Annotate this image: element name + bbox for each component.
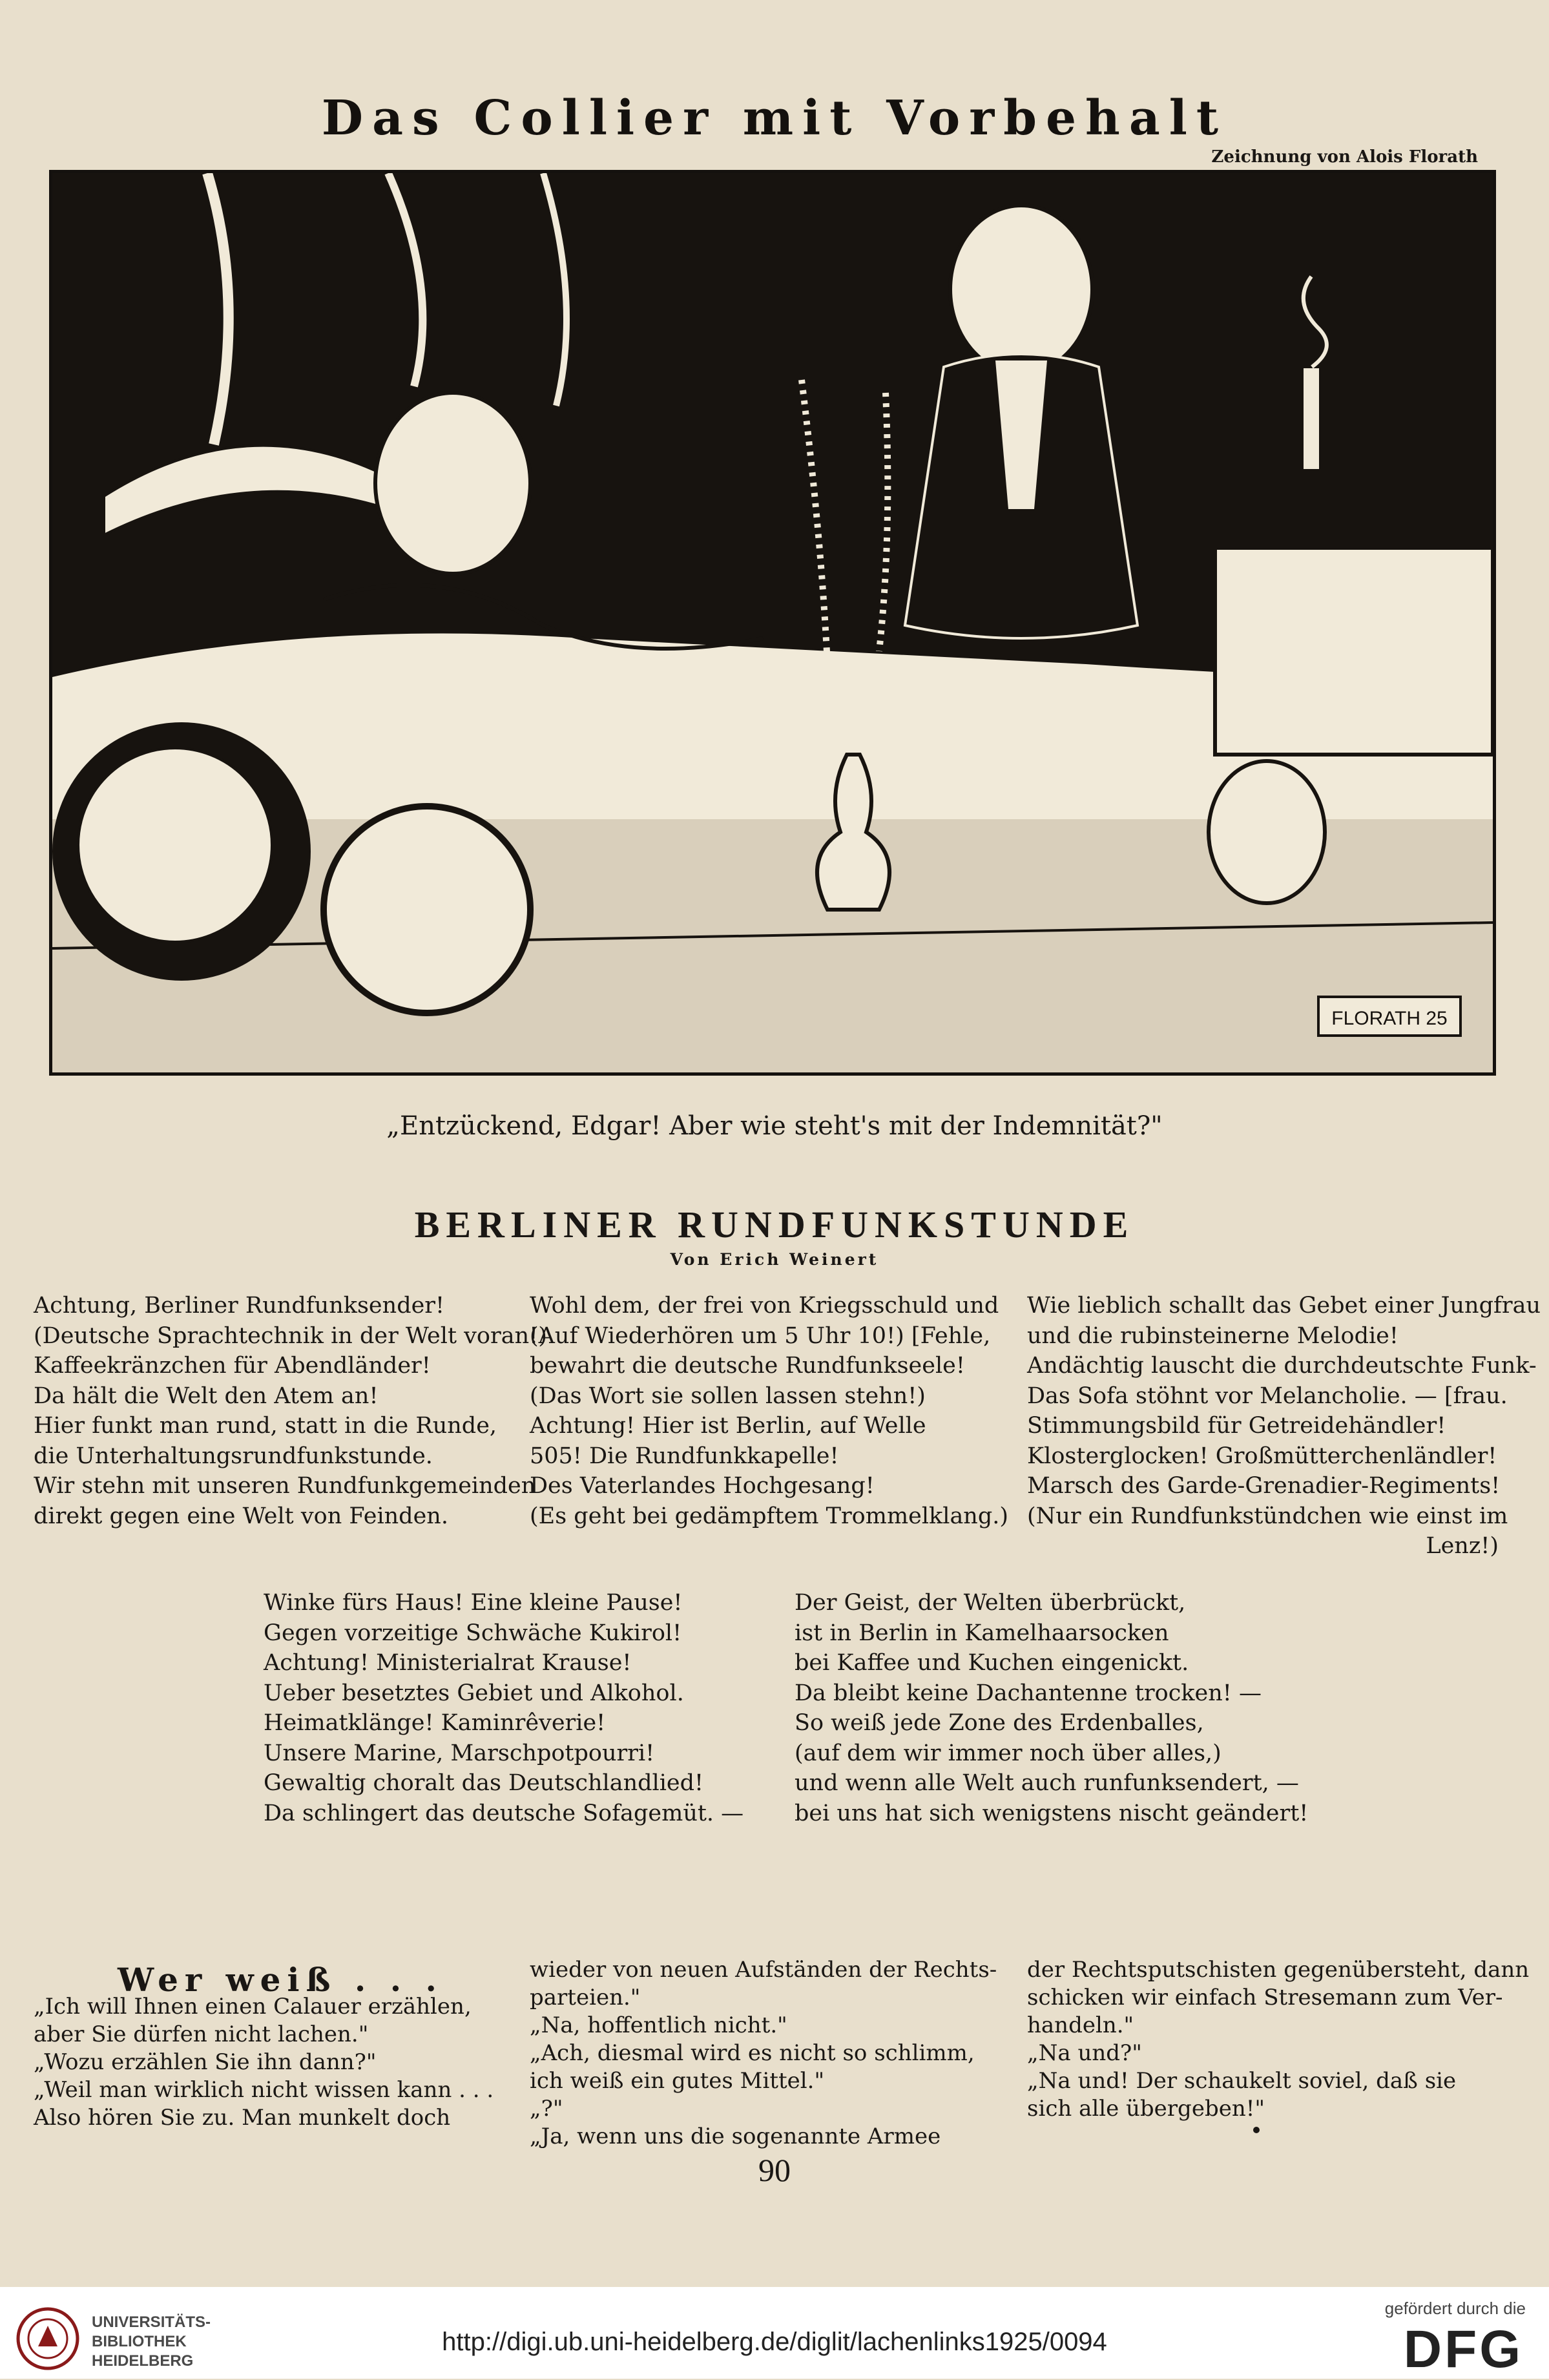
joke-line: parteien.": [530, 1985, 641, 2010]
joke-line: „Weil man wirklich nicht wissen kann . . .: [34, 2077, 494, 2103]
poem-line: bei uns hat sich wenigstens nischt geändert!: [795, 1800, 1309, 1826]
artist-signature: FLORATH 25: [1331, 1008, 1448, 1029]
poem-line: und wenn alle Welt auch runfunksendert, —: [795, 1770, 1299, 1796]
poem-line: (Es geht bei gedämpftem Trommelklang.): [530, 1503, 1009, 1529]
joke-line: schicken wir einfach Stresemann zum Ver-: [1027, 1985, 1503, 2010]
joke-line: Also hören Sie zu. Man munkelt doch: [34, 2105, 451, 2131]
joke-line: ich weiß ein gutes Mittel.": [530, 2068, 825, 2094]
poem-line: Da hält die Welt den Atem an!: [34, 1383, 379, 1409]
poem-line: Da schlingert das deutsche Sofagemüt. —: [264, 1800, 744, 1826]
poem-line: direkt gegen eine Welt von Feinden.: [34, 1503, 448, 1529]
joke-line: „Na und?": [1027, 2040, 1142, 2066]
joke-line: „Ja, wenn uns die sogenannte Armee: [530, 2124, 941, 2149]
joke-line: „Na und! Der schaukelt soviel, daß sie: [1027, 2068, 1457, 2094]
poem-line: Winke fürs Haus! Eine kleine Pause!: [264, 1590, 683, 1616]
joke-line: „Wozu erzählen Sie ihn dann?": [34, 2049, 377, 2075]
sponsor-text: gefördert durch die: [1384, 2299, 1526, 2318]
poem-line: die Unterhaltungsrundfunkstunde.: [34, 1443, 433, 1469]
permalink-url[interactable]: http://digi.ub.uni-heidelberg.de/diglit/lachenlinks1925/0094: [442, 2328, 1107, 2356]
poem-column-3: [1027, 1291, 1541, 1561]
joke-line: der Rechtsputschisten gegenübersteht, dann: [1027, 1957, 1530, 1983]
joke-title: Wer weiß . . .: [118, 1961, 443, 1999]
joke-line: handeln.": [1027, 2012, 1134, 2038]
poem-line: Achtung! Hier ist Berlin, auf Welle: [530, 1413, 926, 1439]
institution-line: HEIDELBERG: [92, 2352, 194, 2370]
poem-line: Kaffeekränzchen für Abendländer!: [34, 1353, 431, 1379]
poem-line: Marsch des Garde-Grenadier-Regiments!: [1027, 1473, 1501, 1499]
joke-line: aber Sie dürfen nicht lachen.": [34, 2021, 369, 2047]
poem-line: bei Kaffee und Kuchen eingenickt.: [795, 1650, 1189, 1676]
joke-column-3: [1027, 1956, 1530, 2123]
poem-line: Achtung, Berliner Rundfunksender!: [34, 1293, 445, 1319]
poem-line: Da bleibt keine Dachantenne trocken! —: [795, 1680, 1262, 1706]
poem-line: (auf dem wir immer noch über alles,): [795, 1740, 1222, 1766]
poem-title: BERLINER RUNDFUNKSTUNDE: [414, 1204, 1135, 1246]
joke-column-1: [34, 1993, 505, 2132]
page-number: 90: [758, 2152, 791, 2188]
poem-line: Das Sofa stöhnt vor Melancholie. — [frau.: [1027, 1383, 1508, 1409]
poem-line: Gewaltig choralt das Deutschlandlied!: [264, 1770, 704, 1796]
poem-byline: Von Erich Weinert: [670, 1250, 879, 1269]
poem-column-4: [264, 1588, 744, 1828]
digitization-footer: [0, 2287, 1549, 2379]
poem-line: Wie lieblich schallt das Gebet einer Jungfrau: [1027, 1293, 1541, 1319]
poem-column-2: [530, 1291, 1009, 1531]
joke-column-2: [530, 1956, 1008, 2151]
poem-line: Stimmungsbild für Getreidehändler!: [1027, 1413, 1446, 1439]
cartoon-drawing: [52, 173, 1493, 1072]
poem-line: (Das Wort sie sollen lassen stehn!): [530, 1383, 926, 1409]
poem-line: So weiß jede Zone des Erdenballes,: [795, 1710, 1204, 1736]
poem-line: und die rubinsteinerne Melodie!: [1027, 1322, 1398, 1349]
cartoon-illustration: [49, 170, 1496, 1076]
joke-line: „Ach, diesmal wird es nicht so schlimm,: [530, 2040, 975, 2066]
joke-line: sich alle übergeben!": [1027, 2096, 1265, 2122]
poem-line: Hier funkt man rund, statt in die Runde,: [34, 1413, 497, 1439]
poem-line: ist in Berlin in Kamelhaarsocken: [795, 1620, 1169, 1646]
end-mark: [1253, 2127, 1260, 2133]
cartoon-caption: „Entzückend, Edgar! Aber wie steht's mit der Indemnität?": [386, 1111, 1163, 1141]
joke-line: „Ich will Ihnen einen Calauer erzählen,: [34, 1994, 472, 2020]
poem-line: Ueber besetztes Gebiet und Alkohol.: [264, 1680, 684, 1706]
poem-column-1: [34, 1291, 547, 1531]
poem-line: Lenz!): [1426, 1533, 1499, 1559]
poem-line: bewahrt die deutsche Rundfunkseele!: [530, 1353, 965, 1379]
poem-column-5: [795, 1588, 1309, 1828]
poem-line: (Auf Wiederhören um 5 Uhr 10!) [Fehle,: [530, 1322, 991, 1349]
poem-line: 505! Die Rundfunkkapelle!: [530, 1443, 839, 1469]
poem-line: (Nur ein Rundfunkstündchen wie einst im: [1027, 1503, 1508, 1529]
poem-line: Wohl dem, der frei von Kriegsschuld und: [530, 1293, 999, 1319]
institution-line: UNIVERSITÄTS-: [92, 2313, 211, 2331]
illustration-credit: Zeichnung von Alois Florath: [1211, 147, 1478, 167]
joke-line: „?": [530, 2096, 563, 2122]
poem-line: Andächtig lauscht die durchdeutschte Funk-: [1027, 1353, 1537, 1379]
poem-line: Klosterglocken! Großmütterchenländler!: [1027, 1443, 1497, 1469]
joke-line: wieder von neuen Aufständen der Rechts-: [530, 1957, 997, 1983]
poem-line: Des Vaterlandes Hochgesang!: [530, 1473, 875, 1499]
poem-line: Heimatklänge! Kaminrêverie!: [264, 1710, 606, 1736]
institution-line: BIBLIOTHEK: [92, 2333, 187, 2350]
poem-line: (Deutsche Sprachtechnik in der Welt voran!): [34, 1322, 547, 1349]
poem-line: Unsere Marine, Marschpotpourri!: [264, 1740, 655, 1766]
poem-line: Achtung! Ministerialrat Krause!: [264, 1650, 632, 1676]
poem-line: Gegen vorzeitige Schwäche Kukirol!: [264, 1620, 682, 1646]
page-title: Das Collier mit Vorbehalt: [321, 90, 1228, 146]
dfg-logo: DFG: [1403, 2320, 1523, 2379]
poem-line: Wir stehn mit unseren Rundfunkgemeinden: [34, 1473, 536, 1499]
joke-line: „Na, hoffentlich nicht.": [530, 2012, 787, 2038]
poem-line: Der Geist, der Welten überbrückt,: [795, 1590, 1186, 1616]
